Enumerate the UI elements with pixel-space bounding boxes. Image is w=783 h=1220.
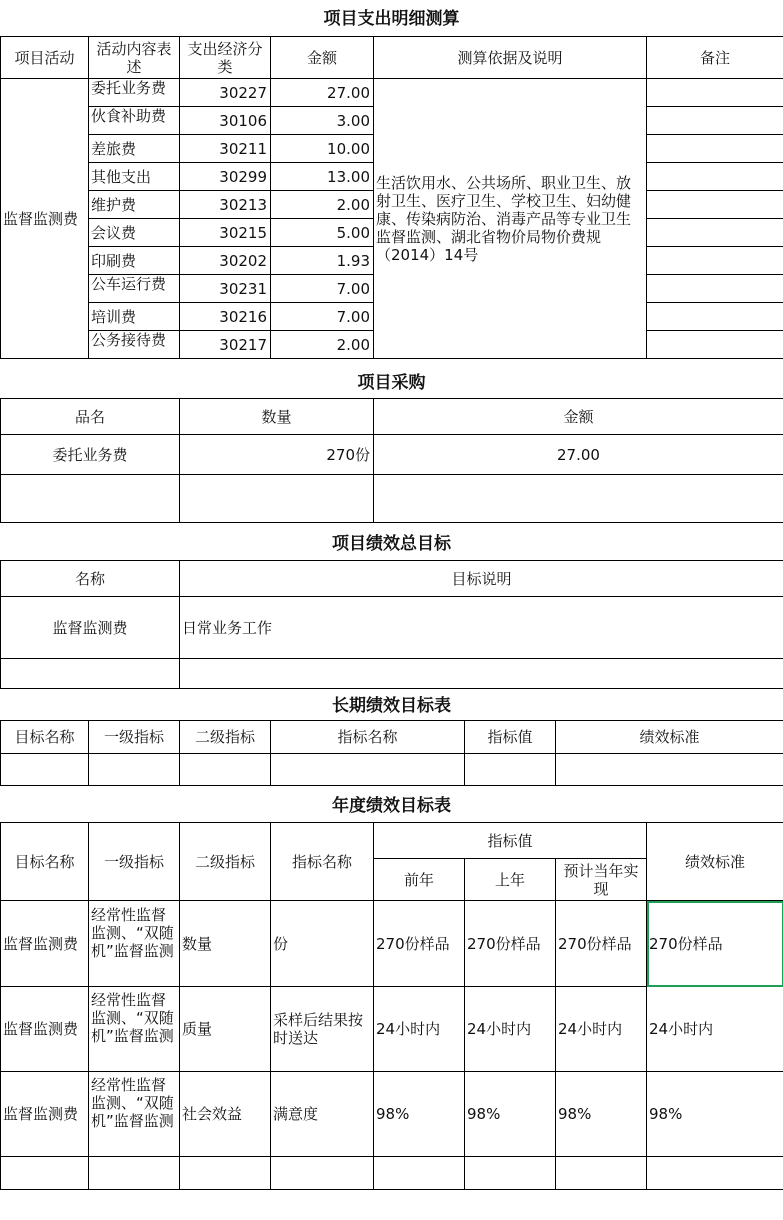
current-cell[interactable]: 24小时内	[556, 987, 647, 1072]
remark-cell[interactable]	[647, 107, 783, 135]
empty-cell[interactable]	[180, 1157, 271, 1190]
remark-cell[interactable]	[647, 79, 783, 107]
remark-cell[interactable]	[647, 275, 783, 303]
last-cell[interactable]: 270份样品	[465, 901, 556, 987]
procurement-title: 项目采购	[357, 373, 426, 393]
amount-cell[interactable]: 5.00	[271, 219, 374, 247]
amount-cell[interactable]: 3.00	[271, 107, 374, 135]
code-cell[interactable]: 30216	[180, 303, 271, 331]
target-cell[interactable]: 监督监测费	[1, 1072, 89, 1157]
overall-desc-cell[interactable]: 日常业务工作	[180, 597, 783, 659]
empty-cell[interactable]	[89, 1157, 180, 1190]
table-row	[1, 79, 783, 107]
amount-cell[interactable]: 7.00	[271, 303, 374, 331]
header-level2[interactable]: 二级指标	[180, 823, 271, 901]
level1-cell[interactable]: 经常性监督监测、“双随机”监督监测	[89, 1072, 180, 1157]
code-cell[interactable]: 30213	[180, 191, 271, 219]
annual-header-row	[1, 823, 783, 859]
header-target[interactable]: 目标名称	[1, 823, 89, 901]
header-level1[interactable]: 一级指标	[89, 721, 180, 754]
annual-title: 年度绩效目标表	[332, 796, 451, 816]
code-cell[interactable]: 30211	[180, 135, 271, 163]
amount-cell[interactable]: 7.00	[271, 275, 374, 303]
empty-cell[interactable]	[180, 659, 783, 689]
item-cell[interactable]: 其他支出	[89, 163, 180, 191]
empty-cell[interactable]	[556, 754, 783, 786]
code-cell[interactable]: 30299	[180, 163, 271, 191]
header-content[interactable]: 活动内容表述	[89, 37, 180, 79]
table-row	[1, 435, 783, 475]
table-row	[1, 901, 783, 987]
empty-cell[interactable]	[1, 754, 89, 786]
empty-cell[interactable]	[374, 1157, 465, 1190]
header-econ-class[interactable]: 支出经济分类	[180, 37, 271, 79]
remark-cell[interactable]	[647, 219, 783, 247]
header-target[interactable]: 目标名称	[1, 721, 89, 754]
code-cell[interactable]: 30106	[180, 107, 271, 135]
prev-cell[interactable]: 270份样品	[374, 901, 465, 987]
header-level2[interactable]: 二级指标	[180, 721, 271, 754]
header-remark[interactable]: 备注	[647, 37, 783, 79]
activity-cell[interactable]: 监督监测费	[1, 79, 89, 359]
item-cell[interactable]: 培训费	[89, 303, 180, 331]
header-current-year[interactable]: 预计当年实现	[556, 859, 647, 901]
header-basis[interactable]: 测算依据及说明	[374, 37, 647, 79]
target-cell[interactable]: 监督监测费	[1, 987, 89, 1072]
amount-cell[interactable]: 10.00	[271, 135, 374, 163]
remark-cell[interactable]	[647, 331, 783, 359]
annual-table	[0, 822, 783, 1190]
empty-cell[interactable]	[89, 754, 180, 786]
longterm-header-row	[1, 721, 783, 754]
table-row	[1, 987, 783, 1072]
header-name[interactable]: 品名	[1, 399, 180, 435]
table-row	[1, 754, 783, 786]
expense-table	[0, 36, 783, 359]
level1-cell[interactable]: 经常性监督监测、“双随机”监督监测	[89, 901, 180, 987]
level2-cell[interactable]: 数量	[180, 901, 271, 987]
empty-cell[interactable]	[1, 475, 180, 523]
empty-cell[interactable]	[1, 1157, 89, 1190]
empty-cell[interactable]	[180, 475, 374, 523]
header-qty[interactable]: 数量	[180, 399, 374, 435]
table-row	[1, 597, 783, 659]
level1-cell[interactable]: 经常性监督监测、“双随机”监督监测	[89, 987, 180, 1072]
header-indicator[interactable]: 指标名称	[271, 721, 465, 754]
empty-cell[interactable]	[556, 1157, 647, 1190]
empty-cell[interactable]	[1, 659, 180, 689]
amount-cell[interactable]: 27.00	[271, 79, 374, 107]
code-cell[interactable]: 30202	[180, 247, 271, 275]
empty-cell[interactable]	[465, 1157, 556, 1190]
standard-cell[interactable]: 24小时内	[647, 987, 783, 1072]
empty-cell[interactable]	[271, 754, 465, 786]
remark-cell[interactable]	[647, 135, 783, 163]
remark-cell[interactable]	[647, 247, 783, 275]
basis-cell[interactable]: 生活饮用水、公共场所、职业卫生、放射卫生、医疗卫生、学校卫生、妇幼健康、传染病防治、消毒产品等专业卫生监督监测、湖北省物价局物价费规（2014）14号	[374, 79, 647, 359]
amount-cell[interactable]: 1.93	[271, 247, 374, 275]
code-cell[interactable]: 30217	[180, 331, 271, 359]
code-cell[interactable]: 30215	[180, 219, 271, 247]
empty-cell[interactable]	[271, 1157, 374, 1190]
item-cell[interactable]: 公务接待费	[89, 331, 180, 359]
overall-title: 项目绩效总目标	[332, 534, 451, 554]
prev-cell[interactable]: 24小时内	[374, 987, 465, 1072]
current-cell[interactable]: 270份样品	[556, 901, 647, 987]
code-cell[interactable]: 30231	[180, 275, 271, 303]
overall-table	[0, 560, 783, 689]
longterm-table	[0, 720, 783, 786]
procurement-amount-cell[interactable]: 27.00	[374, 435, 783, 475]
standard-cell-selected[interactable]: 270份样品	[647, 901, 783, 987]
target-cell[interactable]: 监督监测费	[1, 901, 89, 987]
item-cell[interactable]: 伙食补助费	[89, 107, 180, 135]
amount-cell[interactable]: 2.00	[271, 191, 374, 219]
indicator-cell[interactable]: 满意度	[271, 1072, 374, 1157]
header-activity[interactable]: 项目活动	[1, 37, 89, 79]
item-cell[interactable]: 差旅费	[89, 135, 180, 163]
header-standard[interactable]: 绩效标准	[556, 721, 783, 754]
header-value[interactable]: 指标值	[374, 823, 647, 859]
header-desc[interactable]: 目标说明	[180, 561, 783, 597]
table-row	[1, 659, 783, 689]
amount-cell[interactable]: 2.00	[271, 331, 374, 359]
overall-name-cell[interactable]: 监督监测费	[1, 597, 180, 659]
indicator-cell[interactable]: 采样后结果按时送达	[271, 987, 374, 1072]
empty-cell[interactable]	[465, 754, 556, 786]
amount-cell[interactable]: 13.00	[271, 163, 374, 191]
header-amount[interactable]: 金额	[374, 399, 783, 435]
procurement-table	[0, 398, 783, 523]
prev-cell[interactable]: 98%	[374, 1072, 465, 1157]
header-indicator[interactable]: 指标名称	[271, 823, 374, 901]
current-cell[interactable]: 98%	[556, 1072, 647, 1157]
item-cell[interactable]: 维护费	[89, 191, 180, 219]
item-cell[interactable]: 公车运行费	[89, 275, 180, 303]
header-amount[interactable]: 金额	[271, 37, 374, 79]
empty-cell[interactable]	[374, 475, 783, 523]
longterm-title: 长期绩效目标表	[332, 696, 451, 716]
header-value[interactable]: 指标值	[465, 721, 556, 754]
remark-cell[interactable]	[647, 163, 783, 191]
indicator-cell[interactable]: 份	[271, 901, 374, 987]
table-row	[1, 475, 783, 523]
expense-header-row	[1, 37, 783, 79]
item-cell[interactable]: 印刷费	[89, 247, 180, 275]
header-level1[interactable]: 一级指标	[89, 823, 180, 901]
procurement-name-cell[interactable]: 委托业务费	[1, 435, 180, 475]
table-row	[1, 1157, 783, 1190]
header-prev-year[interactable]: 前年	[374, 859, 465, 901]
empty-cell[interactable]	[180, 754, 271, 786]
remark-cell[interactable]	[647, 303, 783, 331]
remark-cell[interactable]	[647, 191, 783, 219]
item-cell[interactable]: 委托业务费	[89, 79, 180, 107]
level2-cell[interactable]: 质量	[180, 987, 271, 1072]
overall-header-row	[1, 561, 783, 597]
table-row	[1, 1072, 783, 1157]
empty-cell[interactable]	[647, 1157, 783, 1190]
expense-title: 项目支出明细测算	[323, 9, 460, 29]
standard-cell[interactable]: 98%	[647, 1072, 783, 1157]
last-cell[interactable]: 98%	[465, 1072, 556, 1157]
header-standard[interactable]: 绩效标准	[647, 823, 783, 901]
header-last-year[interactable]: 上年	[465, 859, 556, 901]
code-cell[interactable]: 30227	[180, 79, 271, 107]
procurement-header-row	[1, 399, 783, 435]
header-name[interactable]: 名称	[1, 561, 180, 597]
item-cell[interactable]: 会议费	[89, 219, 180, 247]
level2-cell[interactable]: 社会效益	[180, 1072, 271, 1157]
last-cell[interactable]: 24小时内	[465, 987, 556, 1072]
procurement-qty-cell[interactable]: 270份	[180, 435, 374, 475]
